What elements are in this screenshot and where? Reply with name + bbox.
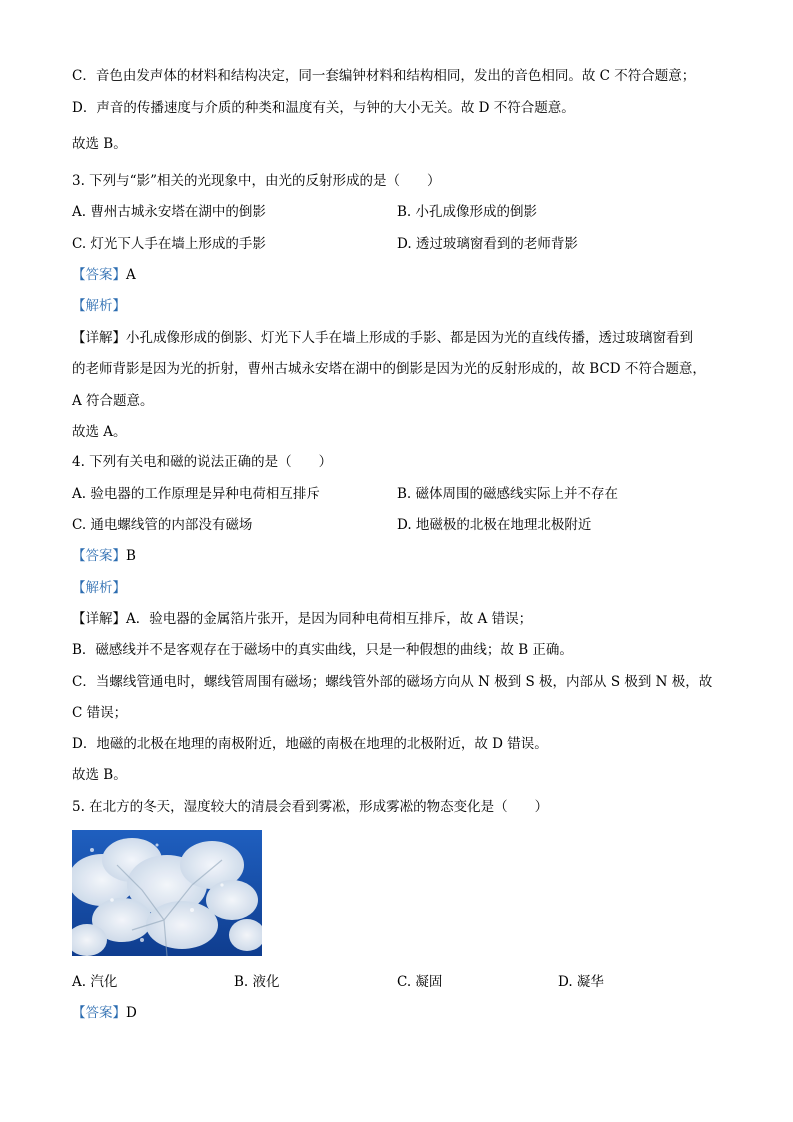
rime-tree-photo (72, 830, 262, 956)
answer-value: B (126, 548, 136, 564)
q4-detail-line: 【详解】A．验电器的金属箔片张开，是因为同种电荷相互排斥，故 A 错误； (72, 611, 533, 627)
q3-analysis-tag: 【解析】 (72, 298, 126, 314)
q4-option-b: B. 磁体周围的磁感线实际上并不存在 (397, 486, 619, 502)
answer-tag: 【答案】 (72, 548, 126, 564)
q4-detail-line: C．当螺线管通电时，螺线管周围有磁场；螺线管外部的磁场方向从 N 极到 S 极，内部从 S 极到 N 极，故 (72, 674, 713, 690)
q5-option-c: C. 凝固 (397, 974, 443, 990)
answer-tag: 【答案】 (72, 1005, 126, 1021)
q4-detail-line: C 错误； (72, 705, 128, 721)
question-4-stem: 4. 下列有关电和磁的说法正确的是（ ） (72, 454, 333, 470)
question-5-stem: 5. 在北方的冬天，湿度较大的清晨会看到雾凇，形成雾凇的物态变化是（ ） (72, 799, 549, 815)
q4-detail-line: B．磁感线并不是客观存在于磁场中的真实曲线，只是一种假想的曲线；故 B 正确。 (72, 642, 573, 658)
q3-option-b: B. 小孔成像形成的倒影 (397, 204, 538, 220)
q4-analysis-tag: 【解析】 (72, 580, 126, 596)
q4-answer (72, 546, 136, 566)
q5-option-b: B. 液化 (234, 974, 280, 990)
q5-option-d: D. 凝华 (558, 974, 604, 990)
q3-option-d: D. 透过玻璃窗看到的老师背影 (397, 236, 578, 252)
q3-option-c: C. 灯光下人手在墙上形成的手影 (72, 236, 266, 252)
q4-option-a: A. 验电器的工作原理是异种电荷相互排斥 (72, 486, 320, 502)
q5-option-a: A. 汽化 (72, 974, 118, 990)
q3-answer (72, 265, 136, 285)
q4-detail-line: D．地磁的北极在地理的南极附近，地磁的南极在地理的北极附近，故 D 错误。 (72, 736, 548, 752)
text-line: C．音色由发声体的材料和结构决定，同一套编钟材料和结构相同，发出的音色相同。故 C 不符合题意； (72, 68, 696, 84)
q3-detail-line: A 符合题意。 (72, 393, 154, 409)
q4-option-d: D. 地磁极的北极在地理北极附近 (397, 517, 592, 533)
q3-detail-line: 【详解】小孔成像形成的倒影、灯光下人手在墙上形成的手影、都是因为光的直线传播，透过玻璃窗看到 (72, 330, 693, 346)
answer-tag: 【答案】 (72, 267, 126, 283)
text-line: 故选 B。 (72, 136, 127, 152)
text-line: D．声音的传播速度与介质的种类和温度有关，与钟的大小无关。故 D 不符合题意。 (72, 100, 575, 116)
answer-value: D (126, 1005, 137, 1021)
question-3-stem: 3. 下列与“影”相关的光现象中，由光的反射形成的是（ ） (72, 173, 441, 189)
q4-conclusion: 故选 B。 (72, 767, 127, 783)
q4-option-c: C. 通电螺线管的内部没有磁场 (72, 517, 253, 533)
q3-conclusion: 故选 A。 (72, 424, 127, 440)
q5-answer (72, 1003, 137, 1023)
q3-detail-line: 的老师背影是因为光的折射，曹州古城永安塔在湖中的倒影是因为光的反射形成的，故 BCD 不符合题意， (72, 361, 706, 377)
q3-option-a: A. 曹州古城永安塔在湖中的倒影 (72, 204, 266, 220)
answer-value: A (126, 267, 136, 283)
